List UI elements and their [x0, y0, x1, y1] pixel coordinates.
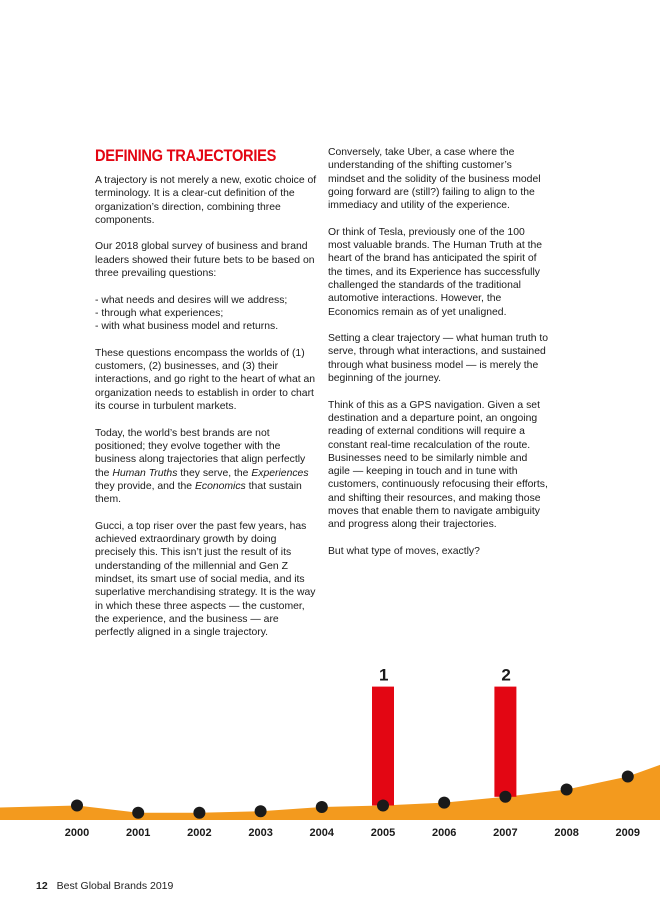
year-tick-label: 2001 [125, 827, 151, 839]
page-footer [36, 880, 173, 892]
year-tick-label: 2006 [431, 827, 457, 839]
year-tick-label: 2005 [370, 827, 396, 839]
data-point-2001 [132, 807, 144, 819]
year-tick-label: 2007 [493, 827, 518, 839]
year-tick-label: 2004 [309, 827, 335, 839]
trajectory-timeline-chart [0, 660, 660, 850]
year-tick-label: 2000 [64, 827, 90, 839]
paragraph-gps: Think of this as a GPS navigation. Given a set destination and a departure point, an ongoing reading of external conditions will require a constant real-time recalculation of the route. Businesses need to be similarly nimble and agile — keeping in touch and in tune with customers, continuously refocusing their efforts, and shifting their resources, and making those moves that enable them to navigate ambiguity and progress along their trajectories. [328, 399, 548, 531]
data-point-2006 [438, 797, 450, 809]
data-point-2009 [622, 771, 634, 783]
paragraph: Setting a clear trajectory — what human truth to serve, through what interactions, and sustained through what business model — is merely the beginning of the journey. [328, 333, 549, 385]
year-tick-label: 2003 [248, 827, 273, 839]
data-point-2000 [71, 800, 83, 812]
trajectory-area [0, 765, 660, 820]
moment-marker-label-1: 1 [379, 665, 389, 685]
year-tick-label: 2009 [615, 827, 641, 839]
moment-marker-bar-1 [372, 687, 394, 806]
paragraph: Our 2018 global survey of business and brand leaders showed their future bets to be based on three prevailing questions: [95, 241, 315, 280]
paragraph: A trajectory is not merely a new, exotic choice of terminology. It is a clear-cut definition of the organization’s direction, combining three components. [95, 175, 317, 226]
paragraph-uber: Conversely, take Uber, a case where the understanding of the shifting customer’s mindset and the solidity of the business model going forward are (still?) failing to align to the immediacy and utility of the experience. [328, 147, 541, 212]
paragraph-tesla: Or think of Tesla, previously one of the 100 most valuable brands. The Human Truth at the heart of the brand has anticipated the spirit of the times, and its Experience has successfully challenged the standards of the traditional automotive interactions. However, the Economics remain as of yet unaligned. [328, 226, 543, 318]
paragraph: But what type of moves, exactly? [328, 545, 480, 557]
question-list: - what needs and desires will we address; - through what experiences; - with what business model and returns. [95, 294, 288, 333]
paragraph-gucci: Gucci, a top riser over the past few years, has achieved extraordinary growth by doing precisely this. This isn’t just the result of its understanding of the millennial and Gen Z mindset, its smart use of social media, and its superlative merchandising strategy. It is the way in which these three aspects — the customer, the experience, and the business — are perfectly aligned in a single trajectory. [95, 520, 316, 639]
section-heading: DEFINING TRAJECTORIES [95, 146, 277, 165]
left-column [95, 146, 317, 653]
paragraph: These questions encompass the worlds of (1) customers, (2) businesses, and (3) their interactions, and go right to the heart of what an organization needs to establish in order to chart its course in turbulent markets. [95, 347, 316, 413]
data-point-2005 [377, 800, 389, 812]
data-point-2008 [561, 784, 573, 796]
data-point-2004 [316, 801, 328, 813]
data-point-2002 [193, 807, 205, 819]
year-tick-label: 2002 [187, 827, 212, 839]
moment-marker-bar-2 [494, 687, 516, 797]
year-tick-label: 2008 [554, 827, 579, 839]
moment-marker-label-2: 2 [501, 665, 511, 685]
right-column [328, 146, 550, 572]
paragraph-best-brands: Today, the world’s best brands are not positioned; they evolve together with the business along trajectories that align perfectly the Human Truths they serve, the Experiences they provide, and the Economics that sustain them. [95, 427, 309, 506]
publication-title: Best Global Brands 2019 [56, 880, 174, 892]
data-point-2003 [255, 805, 267, 817]
page-number: 12 [36, 880, 48, 892]
data-point-2007 [499, 791, 511, 803]
